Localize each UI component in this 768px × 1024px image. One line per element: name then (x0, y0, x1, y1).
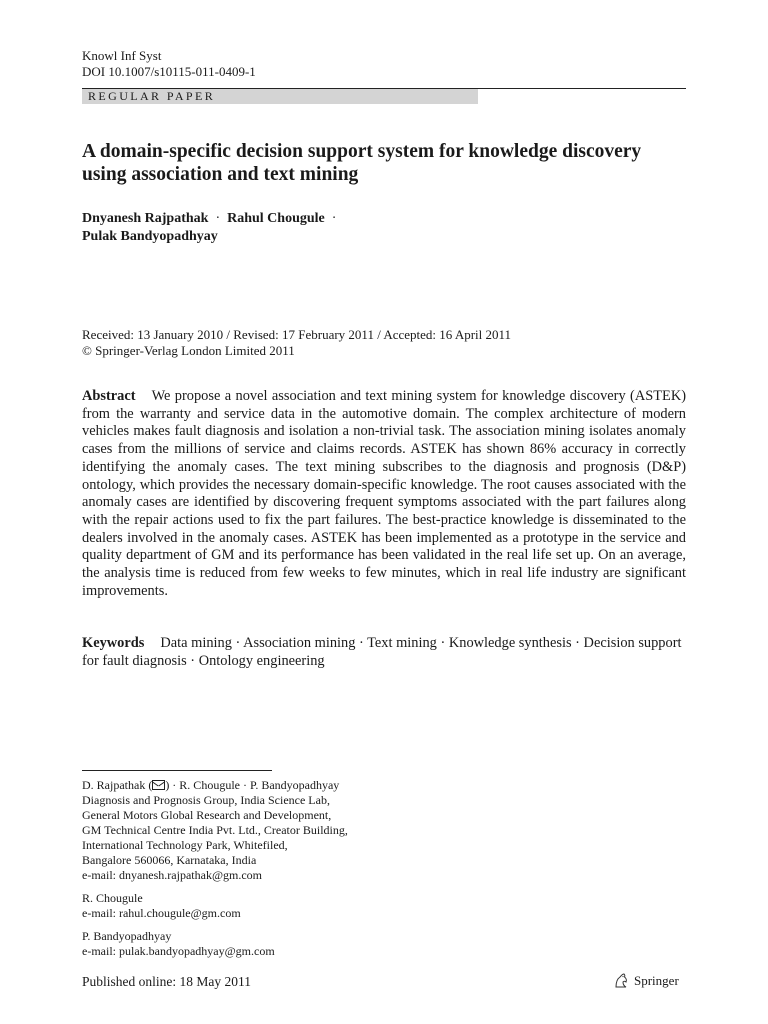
history-dates: Received: 13 January 2010 / Revised: 17 February 2011 / Accepted: 16 April 2011 (82, 327, 512, 342)
paper-title: A domain-specific decision support system for knowledge discovery using association and text mining (82, 141, 642, 185)
author-2: Rahul Chougule (227, 211, 325, 226)
abstract-text: We propose a novel association and text mining system for knowledge discovery (ASTEK) from the warranty and service data in the automotive domain. The complex architecture of modern vehicles makes fault diagnosis and isolation a non-trivial task. The association mining isolates anomaly cases from the millions of service and claims records. ASTEK has shown 86% accuracy in correctly identifying the anomaly cases. The text mining subscribes to the diagnosis and prognosis (D&P) ontology, which provides the necessary domain-specific knowledge. The root causes associated with the anomaly cases are identified by discovering frequent symptoms associated with the part failures along with the repair actions used to fix the part failures. The best-practice knowledge is disseminated to the dealers involved in the anomaly cases. ASTEK has been implemented as a prototype in the service and quality department of GM and its performance has been validated in the real life set up. On an average, the analysis time is reduced from few weeks to few minutes, which in real life industry are significant improvements. (82, 388, 686, 599)
email-link[interactable]: e-mail: rahul.chougule@gm.com (82, 906, 241, 920)
publisher-logo (612, 972, 679, 990)
affiliation-line: GM Technical Centre India Pvt. Ltd., Creator Building, (82, 823, 348, 837)
doi: DOI 10.1007/s10115-011-0409-1 (82, 64, 256, 79)
copyright-line: © Springer-Verlag London Limited 2011 (82, 343, 295, 358)
affiliation-line: Bangalore 560066, Karnataka, India (82, 853, 257, 867)
published-date: Published online: 18 May 2011 (82, 974, 251, 989)
author-3: Pulak Bandyopadhyay (82, 229, 218, 244)
email-link[interactable]: e-mail: pulak.bandyopadhyay@gm.com (82, 944, 275, 958)
keywords-label: Keywords (82, 635, 145, 651)
affiliation-line: General Motors Global Research and Development, (82, 808, 332, 822)
affiliation-line: International Technology Park, Whitefiled, (82, 838, 288, 852)
email-link[interactable]: e-mail: dnyanesh.rajpathak@gm.com (82, 868, 262, 882)
author-name: R. Chougule (82, 891, 143, 905)
affiliation-line: Diagnosis and Prognosis Group, India Science Lab, (82, 793, 330, 807)
author-separator: · (331, 211, 337, 226)
author-affiliations (82, 778, 642, 967)
co-authors: ) · R. Chougule · P. Bandyopadhyay (165, 778, 340, 792)
author-list (82, 210, 343, 246)
abstract (82, 388, 686, 600)
keywords (82, 634, 686, 670)
corresponding-author-name: D. Rajpathak ( (82, 778, 153, 792)
author-1: Dnyanesh Rajpathak (82, 211, 209, 226)
footnote-rule (82, 770, 272, 771)
affiliation-block (82, 929, 642, 959)
springer-horse-icon (612, 972, 630, 990)
abstract-label: Abstract (82, 388, 136, 404)
author-separator: · (215, 211, 221, 226)
journal-name: Knowl Inf Syst (82, 48, 162, 63)
corresponding-author-line (82, 778, 642, 793)
envelope-icon (152, 780, 165, 790)
keywords-text: Data mining · Association mining · Text mining · Knowledge synthesis · Decision support for fault diagnosis · Ontology engineering (82, 635, 682, 669)
journal-header (82, 48, 256, 80)
article-dates (82, 327, 511, 359)
affiliation-block (82, 891, 642, 921)
section-band: REGULAR PAPER (82, 89, 478, 104)
author-name: P. Bandyopadhyay (82, 929, 172, 943)
publisher-name: Springer (634, 973, 679, 988)
affiliation-block (82, 778, 642, 883)
